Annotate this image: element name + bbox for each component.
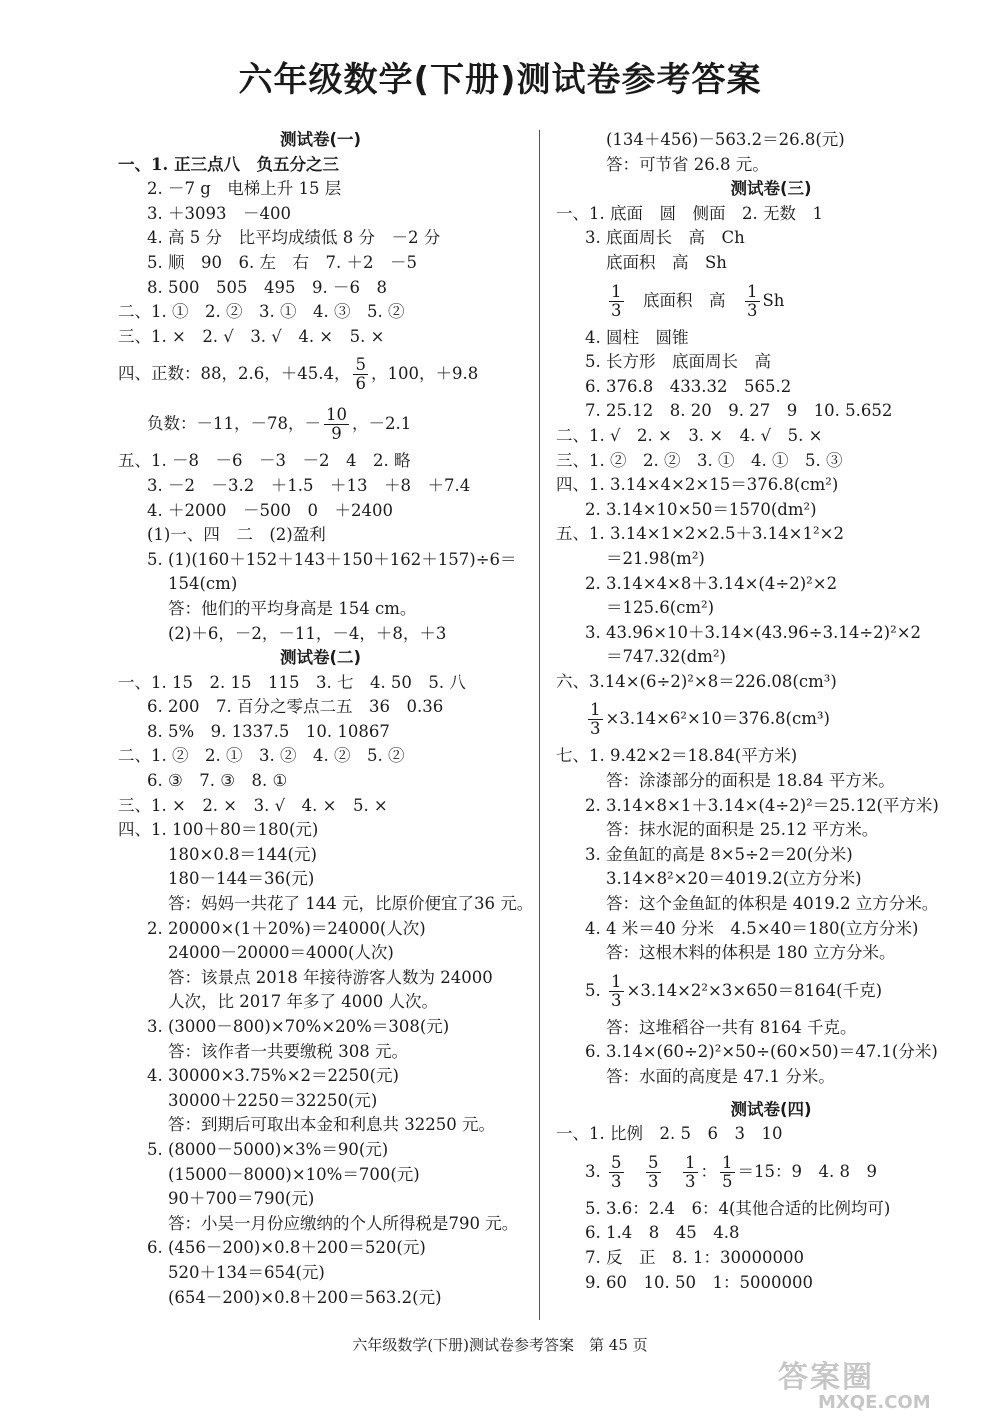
answer-line: 一、1. 底面 圆 侧面 2. 无数 1 [556,203,823,223]
answer-line: ＝747.32(dm²) [606,647,726,667]
answer-line: (2)＋6，－2，－11，－4，＋8，＋3 [168,623,447,643]
fraction: $\frac{1}{3}$ [611,971,622,1010]
answer-line: 2. －7 g 电梯上升 15 层 [147,179,342,199]
answer-line: 五、1. －8 －6 －3 －2 4 2. 略 [118,451,411,471]
answer-line: 2. 3.14×10×50＝1570(dm²) [585,499,817,519]
answer-line: $\frac{1}{3}$ 底面积 高 $\frac{1}{3}$ Sh [611,281,785,320]
answer-line: 6. 1.4 8 45 4.8 [585,1223,740,1243]
answer-line: 三、1. × 2. × 3. √ 4. × 5. × [118,795,388,815]
answer-line: 五、1. 3.14×1×2×2.5＋3.14×1²×2 [556,524,844,544]
answer-line: ＝21.98(m²) [606,548,705,568]
answer-line: 4. 4 米＝40 分米 4.5×40＝180(立方分米) [585,918,919,938]
fraction: $\frac{5}{3}$ [648,1152,659,1191]
answer-line: 一、1. 15 2. 15 115 3. 七 4. 50 5. 八 [118,672,466,692]
answer-line: 24000－20000＝4000(人次) [168,943,394,963]
answer-line: 底面积 高 Sh [606,252,727,272]
answer-line: 三、1. ② 2. ② 3. ① 4. ① 5. ③ [556,450,843,470]
answer-line: 5. (8000－5000)×3%＝90(元) [147,1139,389,1159]
answer-line: 四、1. 3.14×4×2×15＝376.8(cm²) [556,475,839,495]
site-watermark-logo [778,1352,988,1413]
answer-line: 答：该景点 2018 年接待游客人数为 24000 [168,967,493,987]
answer-line: 7. 反 正 8. 1：30000000 [585,1247,804,1267]
watermark-url: MXQE.COM [818,1392,931,1413]
answer-line: 30000＋2250＝32250(元) [168,1090,378,1110]
answer-line: (1)一、四 二 (2)盈利 [147,525,326,545]
answer-line: 4. 高 5 分 比平均成绩低 8 分 －2 分 [147,228,441,248]
answer-line: 6. ③ 7. ③ 8. ① [147,771,288,791]
answer-line: 154(cm) [168,574,238,594]
answer-line: 5. $\frac{1}{3}$ ×3.14×2²×3×650＝8164(千克) [585,971,883,1010]
page-footer: 六年级数学(下册)测试卷参考答案 第 45 页 [352,1336,648,1354]
answer-line: 6. 200 7. 百分之零点二五 36 0.36 [147,697,444,717]
answer-line: 8. 5% 9. 1337.5 10. 10867 [147,721,390,741]
answer-line: $\frac{1}{3}$ ×3.14×6²×10＝376.8(cm³) [590,700,830,739]
fraction: $\frac{5}{6}$ [355,355,366,394]
answer-line: 二、1. √ 2. × 3. × 4. √ 5. × [556,425,823,445]
column-divider [539,130,540,1320]
answer-line: 答：这个金鱼缸的体积是 4019.2 立方分米。 [606,894,939,914]
answer-line: 4. ＋2000 －500 0 ＋2400 [147,500,393,520]
answer-line: 二、1. ② 2. ① 3. ② 4. ② 5. ② [118,746,405,766]
answer-line: 180×0.8＝144(元) [168,844,317,864]
answer-line: 答：这根木料的体积是 180 立方分米。 [606,943,896,963]
section-heading: 测试卷(一) [279,130,362,149]
answer-line: 四、1. 100＋80＝180(元) [118,820,319,840]
answer-line: 负数：－11，－78，－ $\frac{10}{9}$ ，－2.1 [147,405,412,444]
watermark-text: 答案圈 [778,1360,874,1395]
answer-line: 2. 3.14×4×8＋3.14×(4÷2)²×2 [585,573,838,593]
fraction: $\frac{10}{9}$ [326,405,347,444]
answer-line: 答：这堆稻谷一共有 8164 千克。 [606,1017,857,1037]
answer-line [556,1090,986,1098]
answer-line: (654－200)×0.8＋200＝563.2(元) [168,1287,442,1307]
page-title: 六年级数学(下册)测试卷参考答案 [238,60,762,100]
answer-line: 180－144＝36(元) [168,869,315,889]
right-column [556,128,986,1295]
answer-line: 3. 底面周长 高 Ch [585,228,745,248]
section-heading: 测试卷(二) [279,648,362,668]
answer-line: 4. 30000×3.75%×2＝2250(元) [147,1066,399,1086]
answer-line: 六、3.14×(6÷2)²×8＝226.08(cm³) [556,671,837,691]
answer-line: 三、1. × 2. √ 3. √ 4. × 5. × [118,326,385,346]
answer-line: 6. 376.8 433.32 565.2 [585,376,792,396]
answer-line: 6. 3.14×(60÷2)²×50÷(60×50)＝47.1(分米) [585,1042,938,1062]
section-heading: 测试卷(四) [730,1099,812,1119]
answer-line: 二、1. ① 2. ② 3. ① 4. ③ 5. ② [118,302,405,322]
answer-line: 3. (3000－800)×70%×20%＝308(元) [147,1017,450,1036]
fraction: $\frac{1}{3}$ [685,1152,696,1191]
left-column [118,128,534,1310]
answer-line: 答：他们的平均身高是 154 cm。 [168,598,417,618]
answer-line: 520＋134＝654(元) [168,1262,325,1282]
answer-line: 5. (1)(160＋152＋143＋150＋162＋157)÷6＝ [147,549,517,569]
answer-line: 一、1. 比例 2. 5 6 3 10 [556,1124,783,1144]
answer-line: 答：该作者一共要缴税 308 元。 [168,1041,408,1061]
answer-line: 3. －2 －3.2 ＋1.5 ＋13 ＋8 ＋7.4 [147,475,471,495]
answer-line: 5. 长方形 底面周长 高 [585,352,771,372]
answer-line: 5. 顺 90 6. 左 右 7. ＋2 －5 [147,252,417,272]
answer-line: 答：妈妈一共花了 144 元，比原价便宜了36 元。 [168,894,534,914]
answer-line: 3.14×8²×20＝4019.2(立方分米) [606,869,862,889]
answer-line: 3. $\frac{5}{3}$ $\frac{5}{3}$ $\frac{1}{3}$ ： $\frac{1}{5}$ ＝15：9 4. 8 9 [585,1152,877,1191]
answer-line: 3. 金鱼缸的高是 8×5÷2＝20(分米) [585,844,853,864]
fraction: $\frac{1}{5}$ [722,1152,733,1191]
answer-line: 一、1. 正三点八 负五分之三 [118,154,339,174]
answer-line: 2. 3.14×8×1＋3.14×(4÷2)²＝25.12(平方米) [585,795,939,815]
answer-line: 答：抹水泥的面积是 25.12 平方米。 [606,820,879,840]
answer-line: 四、正数：88，2.6，＋45.4， $\frac{5}{6}$ ，100，＋9.8 [118,355,479,394]
answer-line: 8. 500 505 495 9. －6 8 [147,277,387,297]
answer-line: ＝125.6(cm²) [606,598,715,618]
answer-line: 90＋700＝790(元) [168,1189,315,1209]
answer-line: 答：涂漆部分的面积是 18.84 平方米。 [606,771,895,791]
answer-line: 答：到期后可取出本金和利息共 32250 元。 [168,1115,495,1135]
answer-line: 答：小吴一月份应缴纳的个人所得税是790 元。 [168,1213,519,1233]
fraction: $\frac{5}{3}$ [611,1152,622,1191]
answer-line: 七、1. 9.42×2＝18.84(平方米) [556,746,798,766]
answer-line: 3. ＋3093 －400 [147,203,291,223]
fraction: $\frac{1}{3}$ [590,700,601,739]
answer-line: 答：可节省 26.8 元。 [606,154,769,174]
answer-line: 人次，比 2017 年多了 4000 人次。 [168,992,438,1012]
answer-line: 7. 25.12 8. 20 9. 27 9 10. 5.652 [585,401,893,421]
answer-line: 6. (456－200)×0.8＋200＝520(元) [147,1238,426,1258]
answer-line: 3. 43.96×10＋3.14×(43.96÷3.14÷2)²×2 [585,622,922,642]
answer-line: 答：水面的高度是 47.1 分米。 [606,1067,835,1086]
answer-line: 4. 圆柱 圆锥 [585,327,689,347]
section-heading: 测试卷(三) [730,179,812,199]
answer-line: (134＋456)－563.2＝26.8(元) [606,130,845,149]
fraction: $\frac{1}{3}$ [747,281,758,320]
answer-line: 5. 3.6：2.4 6：4(其他合适的比例均可) [585,1198,891,1218]
fraction: $\frac{1}{3}$ [611,281,622,320]
answer-line: 9. 60 10. 50 1：5000000 [585,1272,813,1292]
answer-line: 2. 20000×(1＋20%)＝24000(人次) [147,918,426,938]
answer-line: (15000－8000)×10%＝700(元) [168,1164,420,1184]
